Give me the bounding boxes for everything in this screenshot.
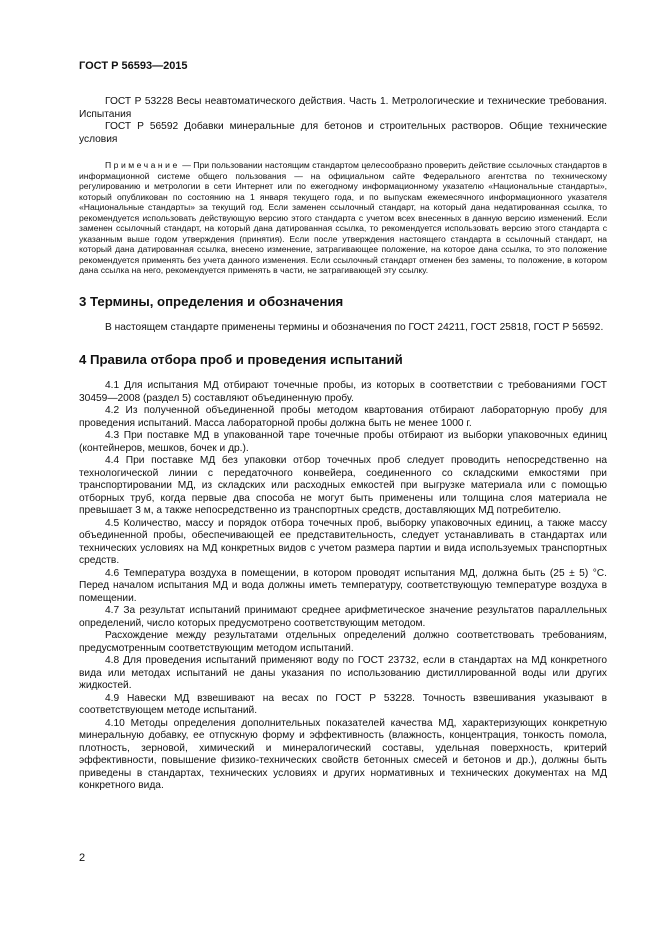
clause-4-4: 4.4 При поставке МД без упаковки отбор точечных проб следует проводить непосредственно на технологической линии с передаточного конвейера, соединенного со складскими емкостями при транспортировании МД, из складских или расходных емкостей при выгрузке материала или с помощью отборных труб, когда первые два способа не могут быть применены или толщина слоя материала не превышает 3 м, а также непосредственно из транспортных средств, доставляющих МД потребителю. — [79, 455, 607, 516]
reference-item: ГОСТ Р 56592 Добавки минеральные для бетонов и строительных растворов. Общие технические условия — [79, 121, 607, 145]
note-label: Примечание — [105, 160, 180, 170]
clause-4-7: 4.7 За результат испытаний принимают среднее арифметическое значение результатов параллельных определений, число которых предусмотрено соответствующим методом. — [79, 605, 607, 629]
section-3-text: В настоящем стандарте применены термины и обозначения по ГОСТ 24211, ГОСТ 25818, ГОСТ Р 56592. — [105, 321, 604, 333]
clause-4-10: 4.10 Методы определения дополнительных показателей качества МД, характеризующих конкретную минеральную добавку, ее отпускную форму и эффективность (влажность, концентрация, тонкость помола, плотность, зерновой, химический и минералогический составы, удельная поверхность, критерий эффективности, повышение физико-технических свойств бетонных смесей и бетонов и др.), должны быть приведены в стандартах, технических условиях и других нормативных и технических документах на МД конкретного вида. — [79, 717, 607, 791]
clause-4-2: 4.2 Из полученной объединенной пробы методом квартования отбирают лабораторную пробу для проведения испытаний. Масса лабораторной пробы должна быть не менее 1000 г. — [79, 405, 607, 429]
section-4-title: 4 Правила отбора проб и проведения испытаний — [79, 352, 403, 367]
note-paragraph — [79, 160, 607, 276]
document-body — [79, 96, 607, 793]
reference-item: ГОСТ Р 53228 Весы неавтоматического действия. Часть 1. Метрологические и технические требования. Испытания — [79, 96, 607, 120]
clause-4-3: 4.3 При поставке МД в упакованной таре точечные пробы отбирают из выборки упаковочных единиц (контейнеров, мешков, бочек и др.). — [79, 430, 607, 454]
clause-4-9: 4.9 Навески МД взвешивают на весах по ГОСТ Р 53228. Точность взвешивания указывают в соответствующем методе испытаний. — [79, 692, 607, 716]
clause-4-5: 4.5 Количество, массу и порядок отбора точечных проб, выборку упаковочных единиц, а также массу объединенной пробы, обеспечивающей ее представительность, следует устанавливать в стандартах или технических условиях на МД конкретных видов с учетом размера партии и вида используемых транспортных средств. — [79, 517, 607, 566]
note-text: — При пользовании настоящим стандартом целесообразно проверить действие ссылочных стандартов в информационной системе общего пользования — на официальном сайте Федерального агентства по техническому регулированию и метрологии в сети Интернет или по ежегодному информационному указателю «Национальные стандарты», который опубликован по состоянию на 1 января текущего года, и по выпускам ежемесячного информационного указателя «Национальные стандарты» за текущий год. Если заменен ссылочный стандарт, на который дана недатированная ссылка, то рекомендуется использовать действующую версию этого стандарта с учетом всех внесенных в данную версию изменений. Если заменен ссылочный стандарт, на который дана датированная ссылка, то рекомендуется использовать версию этого стандарта с указанным выше годом утверждения (принятия). Если после утверждения настоящего стандарта в ссылочный стандарт, на который дана датированная ссылка, внесено изменение, затрагивающее положение, на которое дана ссылка, то это положение рекомендуется применять без учета данного изменения. Если ссылочный стандарт отменен без замены, то положение, в котором дана ссылка на него, рекомендуется применять в части, не затрагивающей эту ссылку. — [79, 160, 608, 275]
page-number: 2 — [79, 852, 86, 864]
clause-4-1: 4.1 Для испытания МД отбирают точечные пробы, из которых в соответствии с требованиями ГОСТ 30459—2008 (раздел 5) составляют объединенную пробу. — [79, 380, 607, 404]
clause-4-7-discrepancy: Расхождение между результатами отдельных определений должно соответствовать требованиям, предусмотренным соответствующим методом испытаний. — [79, 630, 607, 654]
clause-4-6: 4.6 Температура воздуха в помещении, в котором проводят испытания МД, должна быть (25 ± 5) °С. Перед началом испытания МД и вода должны иметь температуру, соответствующую температуре воздуха в помещении. — [79, 567, 607, 604]
section-3-title: 3 Термины, определения и обозначения — [79, 293, 344, 309]
document-header: ГОСТ Р 56593—2015 — [79, 60, 188, 72]
clause-4-8: 4.8 Для проведения испытаний применяют воду по ГОСТ 23732, если в стандартах на МД конкретного вида или методах испытаний не даны указания по использованию дистиллированной воды или других жидкостей. — [79, 655, 607, 691]
